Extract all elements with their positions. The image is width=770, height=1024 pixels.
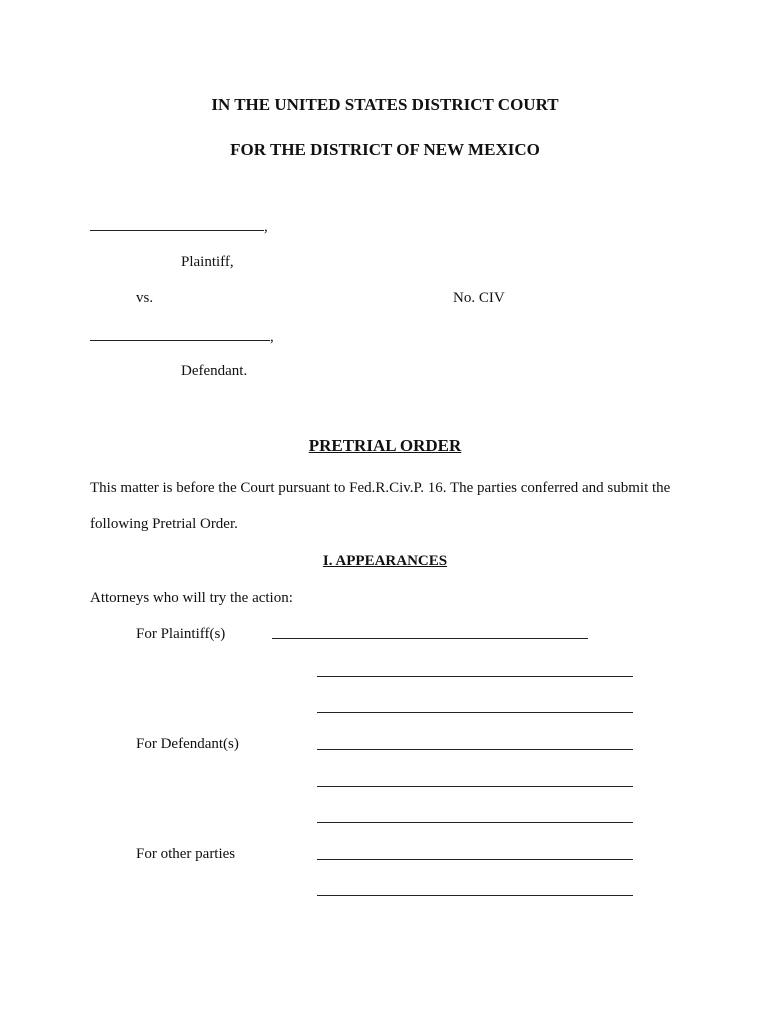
other-attorney-field-2[interactable] — [317, 895, 633, 896]
defendant-attorney-field-2[interactable] — [317, 786, 633, 787]
case-number-label: No. CIV — [453, 290, 505, 306]
section-appearances-heading: I. APPEARANCES — [322, 553, 448, 569]
for-plaintiffs-label: For Plaintiff(s) — [136, 626, 226, 642]
plaintiff-attorney-field-1[interactable] — [272, 638, 588, 639]
court-district: FOR THE DISTRICT OF NEW MEXICO — [230, 140, 540, 159]
plaintiff-attorney-field-3[interactable] — [317, 712, 633, 713]
intro-text-line2: following Pretrial Order. — [90, 516, 238, 532]
plaintiff-label: Plaintiff, — [181, 254, 234, 270]
attorneys-label: Attorneys who will try the action: — [90, 590, 293, 606]
defendant-label: Defendant. — [181, 363, 248, 379]
defendant-attorney-field-3[interactable] — [317, 822, 633, 823]
for-defendants-label: For Defendant(s) — [136, 736, 239, 752]
other-attorney-field-1[interactable] — [317, 859, 633, 860]
plaintiff-name-field[interactable] — [90, 230, 264, 231]
versus-label: vs. — [136, 290, 154, 306]
court-name: IN THE UNITED STATES DISTRICT COURT — [211, 95, 559, 114]
for-other-parties-label: For other parties — [136, 846, 236, 862]
defendant-comma: , — [270, 329, 274, 345]
intro-text-line1: This matter is before the Court pursuant to Fed.R.Civ.P. 16. The parties conferred and submit the — [90, 480, 671, 496]
defendant-name-field[interactable] — [90, 340, 270, 341]
plaintiff-comma: , — [264, 219, 268, 235]
plaintiff-attorney-field-2[interactable] — [317, 676, 633, 677]
document-title: PRETRIAL ORDER — [308, 436, 462, 455]
defendant-attorney-field-1[interactable] — [317, 749, 633, 750]
